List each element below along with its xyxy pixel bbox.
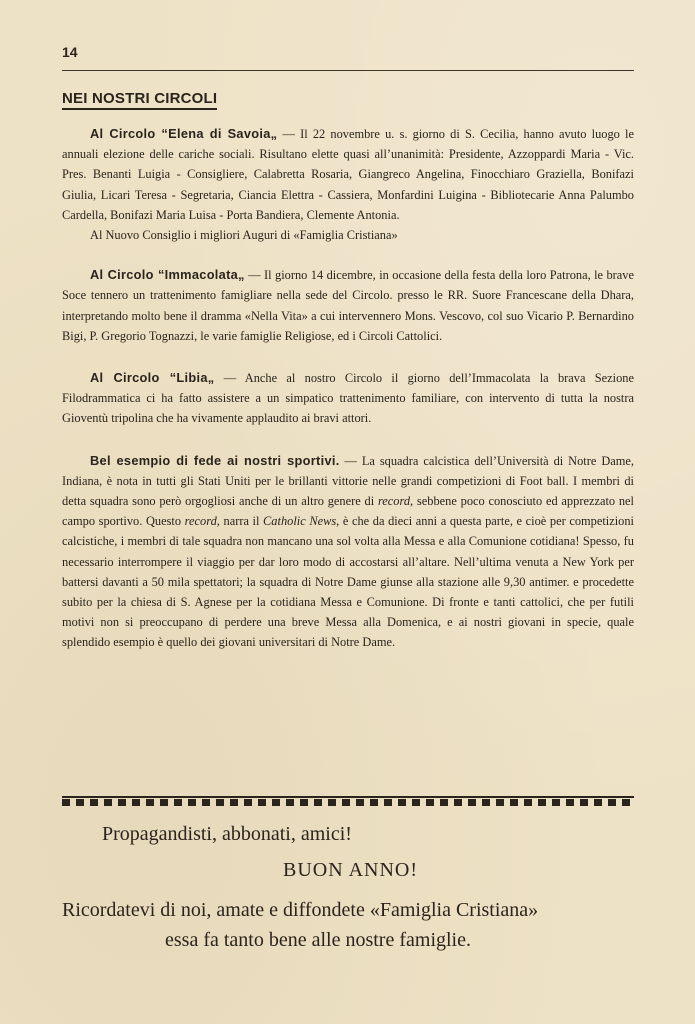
article-elena-di-savoia [62, 124, 634, 225]
section-title: NEI NOSTRI CIRCOLI [62, 90, 217, 110]
article-emphasis: record, [184, 514, 220, 529]
page-number: 14 [62, 44, 78, 60]
article-body: narra il [219, 514, 264, 529]
footer-line-famiglie: essa fa tanto bene alle nostre famiglie. [165, 929, 471, 951]
ornament-pattern [62, 799, 634, 806]
article-emphasis: Catholic News, [263, 514, 340, 529]
article-lead: Al Circolo “Elena di Savoia„ [90, 126, 278, 141]
article-lead: Al Circolo “Libia„ [90, 370, 215, 386]
paragraph-gap [62, 346, 634, 368]
article-immacolata [62, 265, 634, 346]
article-body: — Il 22 novembre u. s. giorno di S. Cecilia, hanno avuto luogo le annuali elezione delle cariche sociali. Risultano elette quasi all’unanimità: Presidente, Azzoppardi Maria - Vic. Pres. Benanti Luigia - Consigliere, Calabretta Rosaria, Giangreco Angelina, Finocchiaro Graziella, Bonifazi Giulia, Licari Teresa - Segretaria, Ciancia Elettra - Cassiera, Monfardini Luigina - Bibliotecarie Anna Palumbo Cardella, Bonifazi Maria Luisa - Porta Bandiera, Clemente Antonia. [62, 127, 634, 222]
paragraph-gap [62, 245, 634, 265]
footer-line-buon-anno: BUON ANNO! [283, 859, 418, 881]
footer-line-propagandisti: Propagandisti, abbonati, amici! [102, 823, 352, 845]
header-rule [62, 70, 634, 71]
article-body: sebbene poco conosciuto ed apprezzato nel campo sportivo. Questo [62, 494, 634, 529]
article-libia [62, 368, 634, 429]
article-greeting: Al Nuovo Consiglio i migliori Auguri di «Famiglia Cristiana» [90, 228, 398, 243]
paragraph-gap [62, 429, 634, 451]
article-lead: Al Circolo “Immacolata„ [90, 267, 245, 283]
articles-column [62, 124, 634, 653]
article-emphasis: record, [377, 494, 414, 509]
footer-line-ricordatevi: Ricordatevi di noi, amate e diffondete «Famiglia Cristiana» [62, 899, 539, 921]
article-body: — Anche al nostro Circolo il giorno dell’Immacolata la brava Sezione Filodrammatica ci ha fatto assistere a un simpatico trattenimento familiare, con intervento di tutta la nostra Gioventù tripolina che ha vivamente applaudito ai bravi attori. [62, 371, 634, 426]
article-body: è che da dieci anni a questa parte, e cioè per competizioni calcistiche, i membri di tale squadra non mancano una sol volta alla Messa e alla Comunione cotidiana! Spesso, fu necessario interrompere il viaggio per dar loro modo di accostarsi all’altare. Nell’ultima venuta a New York per battersi davanti a 50 mila spettatori; la squadra di Notre Dame giunse alla stazione alle 9,30 antimer. e procedette subito per la chiesa di S. Agnese per la cotidiana Messa e Comunione. Di fronte e tanti cattolici, che per futili motivi non si preoccupano di perdere una breve Messa alla Domenica, e ai nostri giovani in specie, quale splendido esempio è quello dei giovani universitari di Notre Dame. [62, 514, 635, 650]
article-notre-dame [62, 451, 634, 653]
article-body: — Il giorno 14 dicembre, in occasione della festa della loro Patrona, le brave Soce tennero un trattenimento famigliare nella sede del Circolo. presso le RR. Suore Francescane della Dhara, interpretando molto bene il dramma «Nella Vita» a cui intervennero Mons. Vescovo, col suo Vicario P. Bernardino Bigi, P. Gregorio Tognazzi, le varie famiglie Religiose, ed i Circoli Cattolici. [62, 268, 634, 343]
article-lead: Bel esempio di fede ai nostri sportivi. [90, 452, 340, 468]
ornamental-divider [62, 796, 634, 808]
article-body: — La squadra calcistica dell’Università di Notre Dame, Indiana, è nota in tutti gli Stati Uniti per le brillanti vittorie nelle grandi competizioni di Foot ball. I membri di detta squadra sono però orgogliosi anche di un altro genere di [62, 453, 634, 509]
